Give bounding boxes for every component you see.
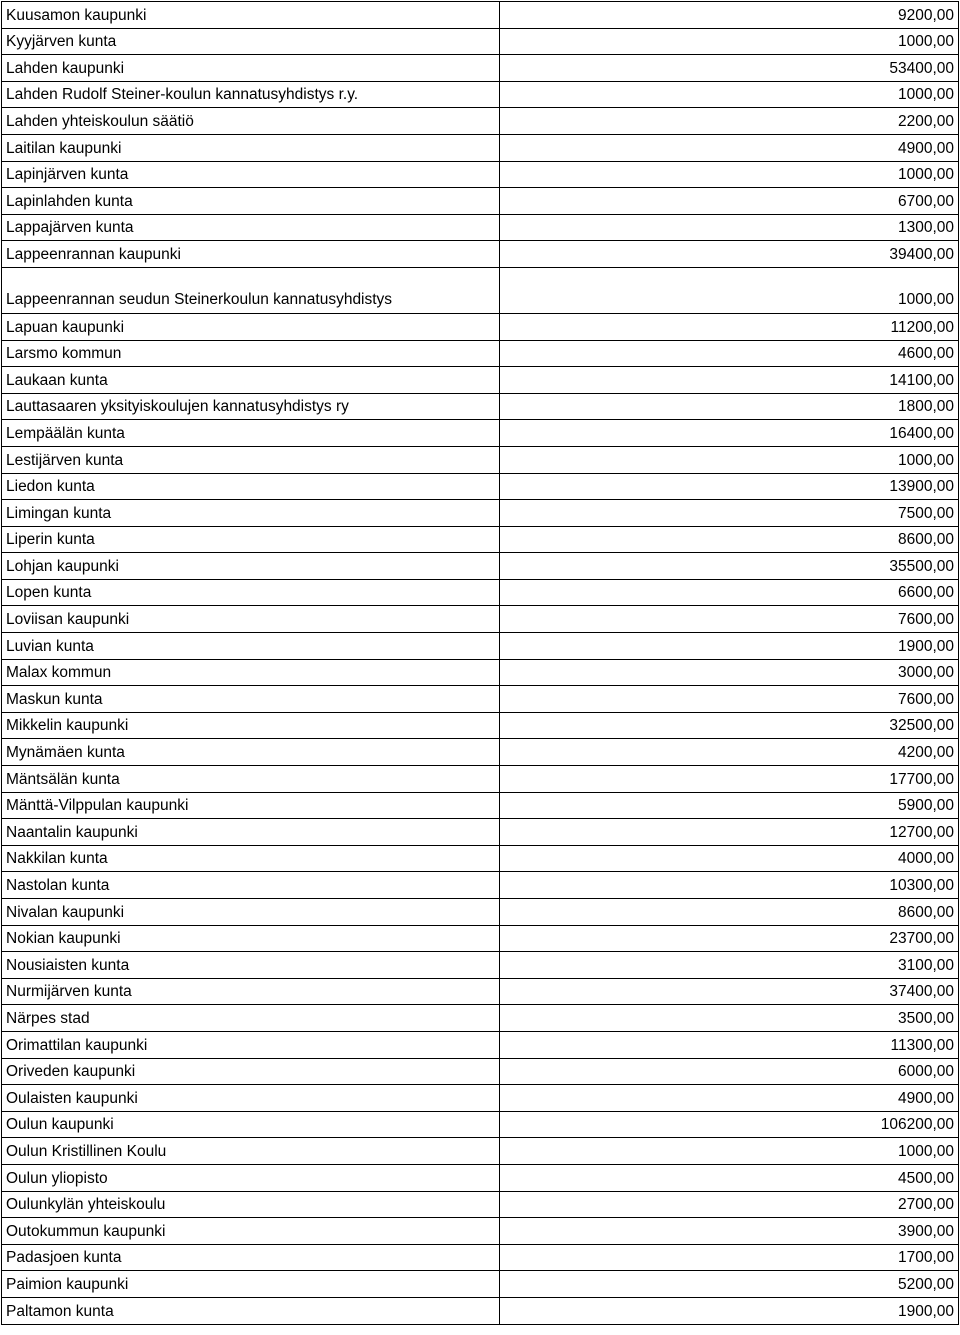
table-row <box>2 1191 959 1218</box>
amount-cell: 10300,00 <box>500 872 959 899</box>
recipient-name-cell: Naantalin kaupunki <box>2 819 500 846</box>
table-row <box>2 553 959 580</box>
recipient-name-cell: Kyyjärven kunta <box>2 28 500 55</box>
amount-cell: 1300,00 <box>500 214 959 241</box>
table-row <box>2 108 959 135</box>
table-row <box>2 1138 959 1165</box>
amount-cell: 5900,00 <box>500 792 959 819</box>
recipient-name-cell: Lapuan kaupunki <box>2 313 500 340</box>
table-row <box>2 739 959 766</box>
table-row <box>2 872 959 899</box>
table-row <box>2 28 959 55</box>
amount-cell: 23700,00 <box>500 925 959 952</box>
amount-cell: 6000,00 <box>500 1058 959 1085</box>
table-row <box>2 1031 959 1058</box>
table-row <box>2 633 959 660</box>
recipient-name-cell: Paltamon kunta <box>2 1297 500 1324</box>
recipient-name-cell: Lapinjärven kunta <box>2 161 500 188</box>
recipient-name-cell: Liperin kunta <box>2 526 500 553</box>
table-row <box>2 1297 959 1324</box>
amount-cell: 14100,00 <box>500 367 959 394</box>
amount-cell: 1000,00 <box>500 446 959 473</box>
amount-cell: 4200,00 <box>500 739 959 766</box>
recipient-name-cell: Oulun yliopisto <box>2 1164 500 1191</box>
recipient-name-cell: Nakkilan kunta <box>2 845 500 872</box>
table-row <box>2 1085 959 1112</box>
amount-cell: 17700,00 <box>500 766 959 793</box>
recipient-name-cell: Nivalan kaupunki <box>2 899 500 926</box>
recipient-name-cell: Kuusamon kaupunki <box>2 2 500 29</box>
recipient-name-cell: Lahden kaupunki <box>2 55 500 82</box>
amount-cell: 4500,00 <box>500 1164 959 1191</box>
table-row <box>2 1164 959 1191</box>
amount-cell: 2700,00 <box>500 1191 959 1218</box>
recipient-name-cell: Lohjan kaupunki <box>2 553 500 580</box>
amount-cell: 1000,00 <box>500 1138 959 1165</box>
table-row <box>2 313 959 340</box>
recipient-name-cell: Mäntsälän kunta <box>2 766 500 793</box>
amount-cell: 4900,00 <box>500 1085 959 1112</box>
amount-cell: 1900,00 <box>500 1297 959 1324</box>
amount-cell: 1700,00 <box>500 1244 959 1271</box>
amount-cell: 3900,00 <box>500 1218 959 1245</box>
amount-cell: 53400,00 <box>500 55 959 82</box>
recipient-name-cell: Nurmijärven kunta <box>2 978 500 1005</box>
table-row <box>2 420 959 447</box>
table-row <box>2 952 959 979</box>
table-row <box>2 267 959 313</box>
amount-cell: 16400,00 <box>500 420 959 447</box>
table-row <box>2 899 959 926</box>
recipient-name-cell: Lahden yhteiskoulun säätiö <box>2 108 500 135</box>
recipient-name-cell: Limingan kunta <box>2 500 500 527</box>
recipient-name-cell: Mynämäen kunta <box>2 739 500 766</box>
amount-cell: 11200,00 <box>500 313 959 340</box>
amount-cell: 1000,00 <box>500 81 959 108</box>
table-row <box>2 819 959 846</box>
amount-cell: 2200,00 <box>500 108 959 135</box>
amount-cell: 9200,00 <box>500 2 959 29</box>
amount-cell: 106200,00 <box>500 1111 959 1138</box>
table-row <box>2 473 959 500</box>
amount-cell: 6700,00 <box>500 188 959 215</box>
recipient-name-cell: Laukaan kunta <box>2 367 500 394</box>
amount-cell: 13900,00 <box>500 473 959 500</box>
recipient-name-cell: Nastolan kunta <box>2 872 500 899</box>
table-row <box>2 925 959 952</box>
recipient-name-cell: Lapinlahden kunta <box>2 188 500 215</box>
table-row <box>2 134 959 161</box>
recipient-name-cell: Orimattilan kaupunki <box>2 1031 500 1058</box>
amount-cell: 7500,00 <box>500 500 959 527</box>
amount-cell: 37400,00 <box>500 978 959 1005</box>
table-row <box>2 1058 959 1085</box>
grant-table-body <box>2 2 959 1325</box>
amount-cell: 5200,00 <box>500 1271 959 1298</box>
recipient-name-cell: Lappajärven kunta <box>2 214 500 241</box>
amount-cell: 6600,00 <box>500 579 959 606</box>
table-row <box>2 1271 959 1298</box>
table-row <box>2 1218 959 1245</box>
table-row <box>2 446 959 473</box>
amount-cell: 1800,00 <box>500 393 959 420</box>
amount-cell: 4600,00 <box>500 340 959 367</box>
recipient-name-cell: Luvian kunta <box>2 633 500 660</box>
table-row <box>2 712 959 739</box>
table-row <box>2 393 959 420</box>
amount-cell: 1000,00 <box>500 28 959 55</box>
table-row <box>2 55 959 82</box>
amount-cell: 39400,00 <box>500 241 959 268</box>
recipient-name-cell: Lappeenrannan seudun Steinerkoulun kannatusyhdistys <box>2 267 500 313</box>
recipient-name-cell: Oulun kaupunki <box>2 1111 500 1138</box>
recipient-name-cell: Lempäälän kunta <box>2 420 500 447</box>
recipient-name-cell: Paimion kaupunki <box>2 1271 500 1298</box>
recipient-name-cell: Liedon kunta <box>2 473 500 500</box>
table-row <box>2 214 959 241</box>
recipient-name-cell: Oulun Kristillinen Koulu <box>2 1138 500 1165</box>
amount-cell: 7600,00 <box>500 606 959 633</box>
amount-cell: 1000,00 <box>500 161 959 188</box>
table-row <box>2 1111 959 1138</box>
table-row <box>2 792 959 819</box>
amount-cell: 3500,00 <box>500 1005 959 1032</box>
recipient-name-cell: Mikkelin kaupunki <box>2 712 500 739</box>
table-row <box>2 1005 959 1032</box>
recipient-name-cell: Lauttasaaren yksityiskoulujen kannatusyhdistys ry <box>2 393 500 420</box>
amount-cell: 35500,00 <box>500 553 959 580</box>
table-row <box>2 367 959 394</box>
amount-cell: 32500,00 <box>500 712 959 739</box>
recipient-name-cell: Oulaisten kaupunki <box>2 1085 500 1112</box>
amount-cell: 11300,00 <box>500 1031 959 1058</box>
recipient-name-cell: Mänttä-Vilppulan kaupunki <box>2 792 500 819</box>
table-row <box>2 845 959 872</box>
recipient-name-cell: Outokummun kaupunki <box>2 1218 500 1245</box>
recipient-name-cell: Nousiaisten kunta <box>2 952 500 979</box>
grant-table-sheet <box>1 1 958 1325</box>
table-row <box>2 766 959 793</box>
amount-cell: 7600,00 <box>500 686 959 713</box>
amount-cell: 1000,00 <box>500 267 959 313</box>
recipient-name-cell: Lestijärven kunta <box>2 446 500 473</box>
table-row <box>2 526 959 553</box>
recipient-name-cell: Nokian kaupunki <box>2 925 500 952</box>
amount-cell: 3000,00 <box>500 659 959 686</box>
table-row <box>2 2 959 29</box>
recipient-name-cell: Laitilan kaupunki <box>2 134 500 161</box>
recipient-name-cell: Oulunkylän yhteiskoulu <box>2 1191 500 1218</box>
recipient-name-cell: Lappeenrannan kaupunki <box>2 241 500 268</box>
table-row <box>2 500 959 527</box>
table-row <box>2 659 959 686</box>
table-row <box>2 188 959 215</box>
recipient-name-cell: Padasjoen kunta <box>2 1244 500 1271</box>
grant-table <box>1 1 959 1325</box>
amount-cell: 1900,00 <box>500 633 959 660</box>
amount-cell: 8600,00 <box>500 526 959 553</box>
recipient-name-cell: Larsmo kommun <box>2 340 500 367</box>
table-row <box>2 686 959 713</box>
table-row <box>2 340 959 367</box>
amount-cell: 12700,00 <box>500 819 959 846</box>
recipient-name-cell: Maskun kunta <box>2 686 500 713</box>
amount-cell: 4900,00 <box>500 134 959 161</box>
recipient-name-cell: Loviisan kaupunki <box>2 606 500 633</box>
recipient-name-cell: Närpes stad <box>2 1005 500 1032</box>
table-row <box>2 81 959 108</box>
table-row <box>2 606 959 633</box>
amount-cell: 8600,00 <box>500 899 959 926</box>
table-row <box>2 579 959 606</box>
amount-cell: 4000,00 <box>500 845 959 872</box>
amount-cell: 3100,00 <box>500 952 959 979</box>
table-row <box>2 978 959 1005</box>
recipient-name-cell: Malax kommun <box>2 659 500 686</box>
recipient-name-cell: Lahden Rudolf Steiner-koulun kannatusyhdistys r.y. <box>2 81 500 108</box>
recipient-name-cell: Lopen kunta <box>2 579 500 606</box>
table-row <box>2 1244 959 1271</box>
table-row <box>2 241 959 268</box>
recipient-name-cell: Oriveden kaupunki <box>2 1058 500 1085</box>
table-row <box>2 161 959 188</box>
